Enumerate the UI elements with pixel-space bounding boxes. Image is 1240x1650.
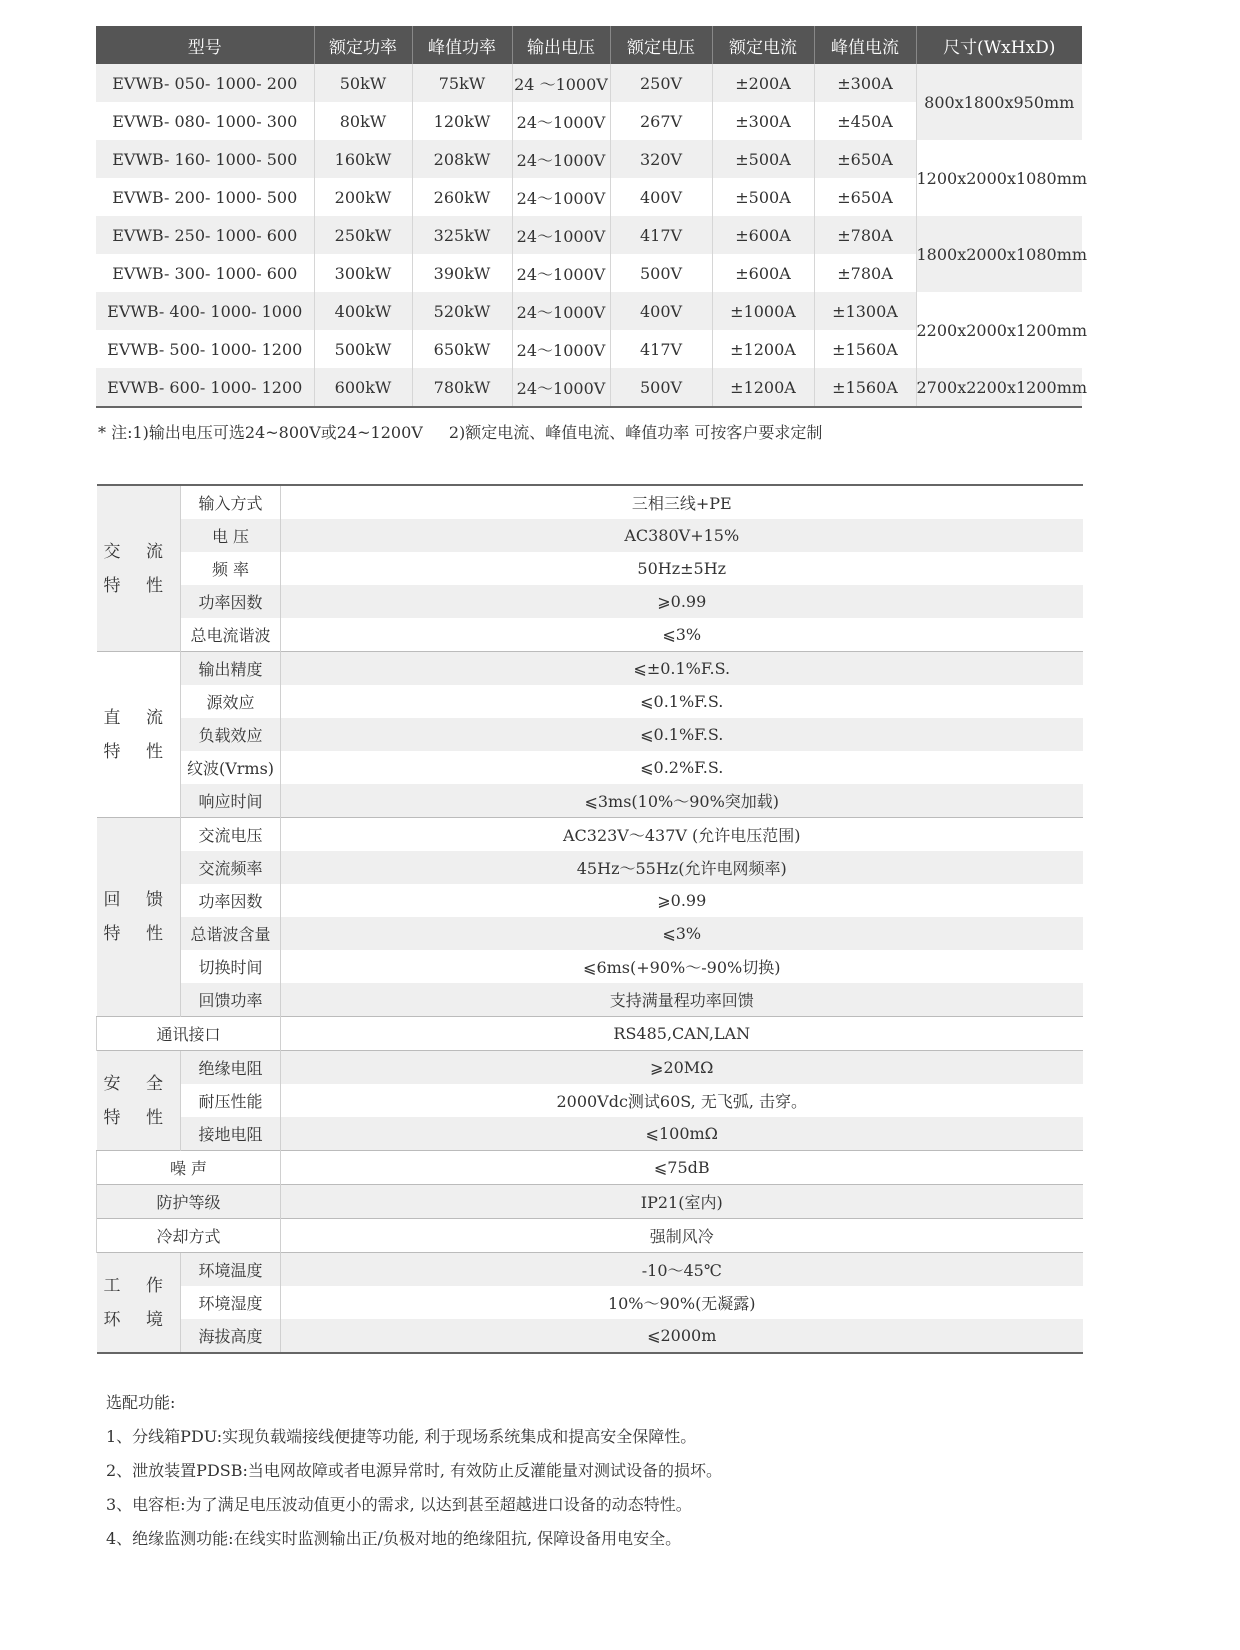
table-cell: 250kW: [314, 216, 412, 254]
spec-label: 总电流谐波: [181, 618, 281, 652]
optional-feature-item: 4、绝缘监测功能:在线实时监测输出正/负极对地的绝缘阻抗, 保障设备用电安全。: [106, 1529, 682, 1548]
spec-value: 10%～90%(无凝露): [607, 1294, 756, 1313]
table-cell: 80kW: [314, 102, 412, 140]
table-cell: EVWB- 500- 1000- 1200: [107, 339, 303, 359]
spec-row: [97, 818, 1083, 852]
spec-value: 三相三线+PE: [281, 485, 1083, 519]
spec-label: 电 压: [181, 519, 281, 552]
table-cell: 417V: [610, 216, 712, 254]
spec-value: 强制风冷: [281, 1219, 1083, 1253]
table-cell: 260kW: [412, 178, 512, 216]
spec-row: [97, 1151, 1083, 1185]
spec-value: ⩾20MΩ: [281, 1051, 1083, 1085]
table-cell: 300kW: [314, 254, 412, 292]
table-cell: ±600A: [712, 216, 814, 254]
spec-label: 防护等级: [97, 1185, 281, 1219]
spec-row: [97, 983, 1083, 1017]
table-cell: 325kW: [412, 216, 512, 254]
electrical-spec-table: [96, 484, 1083, 1354]
table-cell: 600kW: [314, 368, 412, 407]
table-cell: ±1200A: [712, 368, 814, 407]
size-cell: 800x1800x950mm: [916, 64, 1082, 140]
spec-label: 源效应: [181, 685, 281, 718]
table-cell: ±1560A: [814, 330, 916, 368]
size-cell: 2200x2000x1200mm: [916, 292, 1082, 368]
optional-feature-item: 1、分线箱PDU:实现负载端接线便捷等功能, 利于现场系统集成和提高安全保障性。: [106, 1427, 697, 1446]
optional-features: [106, 1386, 722, 1556]
table-cell: ±200A: [712, 64, 814, 102]
spec-row: [97, 884, 1083, 917]
spec-row: [97, 552, 1083, 585]
spec-row: [97, 1185, 1083, 1219]
table-cell: 24～1000V: [512, 254, 610, 292]
table-cell: 500V: [610, 254, 712, 292]
table-cell: EVWB- 400- 1000- 1000: [96, 292, 314, 330]
spec-row: [97, 718, 1083, 751]
table-cell: EVWB- 600- 1000- 1200: [96, 368, 314, 407]
table-cell: 390kW: [412, 254, 512, 292]
spec-value: ⩽2000m: [281, 1319, 1083, 1353]
spec-group-label: 交 流 特 性: [97, 485, 181, 652]
table-cell: ±300A: [814, 64, 916, 102]
table-cell: 24～1000V: [512, 292, 610, 330]
table-cell: 75kW: [412, 64, 512, 102]
spec-row: [97, 618, 1083, 652]
size-cell: 2700x2200x1200mm: [916, 368, 1082, 407]
table-cell: 267V: [610, 102, 712, 140]
column-header: 峰值电流: [814, 26, 916, 64]
table-cell: 400V: [610, 178, 712, 216]
spec-value: ⩾0.99: [281, 585, 1083, 618]
spec-value: -10～45℃: [281, 1253, 1083, 1287]
table-cell: ±1000A: [712, 292, 814, 330]
table-cell: 120kW: [412, 102, 512, 140]
spec-label: 环境温度: [181, 1253, 281, 1287]
spec-value: 2000Vdc测试60S, 无飞弧, 击穿。: [556, 1092, 808, 1111]
table-cell: ±300A: [712, 102, 814, 140]
table-cell: 650kW: [412, 330, 512, 368]
table-cell: 208kW: [412, 140, 512, 178]
spec-row: [97, 784, 1083, 818]
spec-group-label: 工 作 环 境: [97, 1253, 181, 1354]
spec-row: [97, 519, 1083, 552]
table-cell: ±650A: [814, 140, 916, 178]
table-cell: 24～1000V: [512, 216, 610, 254]
spec-label: 负载效应: [181, 718, 281, 751]
table-cell: ±1300A: [814, 292, 916, 330]
table-row: [96, 216, 1082, 254]
spec-label: 通讯接口: [97, 1017, 281, 1051]
spec-value: ⩽3ms(10%～90%突加载): [281, 784, 1083, 818]
table-row: [96, 292, 1082, 330]
table-cell: 24～1000V: [512, 102, 610, 140]
spec-group-label: 安 全 特 性: [97, 1051, 181, 1151]
optional-features-title: 选配功能:: [106, 1393, 176, 1412]
table-cell: ±780A: [814, 254, 916, 292]
spec-label: 功率因数: [181, 585, 281, 618]
footnote-part-1: * 注:1)输出电压可选24~800V或24~1200V: [98, 423, 423, 442]
table-cell: 417V: [610, 330, 712, 368]
table-cell: EVWB- 080- 1000- 300: [112, 111, 298, 131]
table-cell: 24～1000V: [512, 140, 610, 178]
table-cell: 250V: [610, 64, 712, 102]
spec-row: [97, 1253, 1083, 1287]
column-header: 峰值功率: [412, 26, 512, 64]
spec-row: [97, 585, 1083, 618]
spec-row: [97, 485, 1083, 519]
table-cell: EVWB- 200- 1000- 500: [112, 187, 298, 207]
column-header: 额定电流: [712, 26, 814, 64]
column-header: 型号: [96, 26, 314, 64]
spec-label: 频 率: [181, 552, 281, 585]
optional-feature-item: 3、电容柜:为了满足电压波动值更小的需求, 以达到甚至超越进口设备的动态特性。: [106, 1495, 692, 1514]
spec-label: 耐压性能: [181, 1084, 281, 1117]
spec-label: 环境湿度: [181, 1286, 281, 1319]
spec-label: 响应时间: [181, 784, 281, 818]
table-cell: 160kW: [314, 140, 412, 178]
spec-value: ⩽0.2%F.S.: [640, 758, 724, 777]
table-cell: 500V: [610, 368, 712, 407]
spec-label: 总谐波含量: [181, 917, 281, 950]
spec-value: ⩽±0.1%F.S.: [281, 652, 1083, 686]
table-cell: 320V: [610, 140, 712, 178]
spec-group-label: 回 馈 特 性: [97, 818, 181, 1017]
optional-feature-item: 2、泄放装置PDSB:当电网故障或者电源异常时, 有效防止反灌能量对测试设备的损坏。: [106, 1461, 723, 1480]
spec-label: 输入方式: [181, 485, 281, 519]
spec-value: ⩽0.1%F.S.: [640, 692, 724, 711]
spec-label: 绝缘电阻: [181, 1051, 281, 1085]
table-cell: 200kW: [314, 178, 412, 216]
column-header: 额定电压: [610, 26, 712, 64]
spec-row: [97, 1219, 1083, 1253]
spec-label: 噪 声: [97, 1151, 281, 1185]
table-cell: ±500A: [712, 178, 814, 216]
table-cell: EVWB- 050- 1000- 200: [96, 64, 314, 102]
spec-value: IP21(室内): [281, 1185, 1083, 1219]
spec-label: 冷却方式: [97, 1219, 281, 1253]
spec-value: ⩽100mΩ: [281, 1117, 1083, 1151]
column-header: 尺寸(WxHxD): [916, 26, 1082, 64]
spec-row: [97, 1084, 1083, 1117]
spec-row: [97, 917, 1083, 950]
spec-value: RS485,CAN,LAN: [281, 1017, 1083, 1051]
spec-label: 功率因数: [181, 884, 281, 917]
spec-label: 海拔高度: [181, 1319, 281, 1353]
spec-value: ⩽0.1%F.S.: [281, 718, 1083, 751]
table-cell: 24 ～1000V: [512, 64, 610, 102]
spec-row: [97, 685, 1083, 718]
column-header: 额定功率: [314, 26, 412, 64]
spec-value: AC323V～437V (允许电压范围): [281, 818, 1083, 852]
spec-value: ⩽3%: [281, 917, 1083, 950]
model-spec-table: [96, 26, 1088, 408]
spec-value: 45Hz～55Hz(允许电网频率): [281, 851, 1083, 884]
table-cell: EVWB- 300- 1000- 600: [112, 263, 298, 283]
table-cell: 24～1000V: [512, 330, 610, 368]
table-cell: ±1560A: [814, 368, 916, 407]
spec-value: ⩽75dB: [281, 1151, 1083, 1185]
spec-row: [97, 1286, 1083, 1319]
spec-row: [97, 950, 1083, 983]
spec-value: ⩽3%: [662, 625, 702, 644]
table-cell: 780kW: [412, 368, 512, 407]
table-cell: 500kW: [314, 330, 412, 368]
spec-row: [97, 1117, 1083, 1151]
table-header-row: [96, 26, 1082, 64]
table-row: [96, 64, 1082, 102]
spec-row: [97, 1017, 1083, 1051]
spec-group-label: 直 流 特 性: [97, 652, 181, 818]
table-cell: EVWB- 250- 1000- 600: [96, 216, 314, 254]
spec-row: [97, 751, 1083, 784]
table-cell: ±650A: [814, 178, 916, 216]
spec-label: 回馈功率: [181, 983, 281, 1017]
spec-label: 纹波(Vrms): [181, 751, 281, 784]
spec-label: 接地电阻: [181, 1117, 281, 1151]
table-cell: 24～1000V: [512, 178, 610, 216]
table-cell: EVWB- 160- 1000- 500: [96, 140, 314, 178]
spec-value: ⩾0.99: [657, 891, 707, 910]
spec-value: 支持满量程功率回馈: [281, 983, 1083, 1017]
spec-value: ⩽6ms(+90%～-90%切换): [583, 958, 781, 977]
spec-value: AC380V+15%: [281, 519, 1083, 552]
table-cell: 50kW: [314, 64, 412, 102]
table-cell: ±450A: [814, 102, 916, 140]
table-cell: 24～1000V: [512, 368, 610, 407]
table-cell: 520kW: [412, 292, 512, 330]
footnote: [98, 420, 822, 443]
table-cell: ±780A: [814, 216, 916, 254]
footnote-part-2: 2)额定电流、峰值电流、峰值功率 可按客户要求定制: [448, 423, 823, 442]
spec-row: [97, 1051, 1083, 1085]
spec-value: 50Hz±5Hz: [637, 559, 727, 578]
table-row: [96, 140, 1082, 178]
table-cell: 400V: [610, 292, 712, 330]
spec-row: [97, 1319, 1083, 1353]
spec-label: 输出精度: [181, 652, 281, 686]
table-cell: ±600A: [712, 254, 814, 292]
table-cell: ±1200A: [712, 330, 814, 368]
spec-row: [97, 851, 1083, 884]
column-header: 输出电压: [512, 26, 610, 64]
spec-row: [97, 652, 1083, 686]
table-cell: 400kW: [314, 292, 412, 330]
size-cell: 1200x2000x1080mm: [916, 140, 1082, 216]
size-cell: 1800x2000x1080mm: [916, 216, 1082, 292]
spec-label: 交流电压: [181, 818, 281, 852]
table-row: [96, 368, 1082, 407]
spec-label: 交流频率: [181, 851, 281, 884]
table-cell: ±500A: [712, 140, 814, 178]
spec-label: 切换时间: [181, 950, 281, 983]
